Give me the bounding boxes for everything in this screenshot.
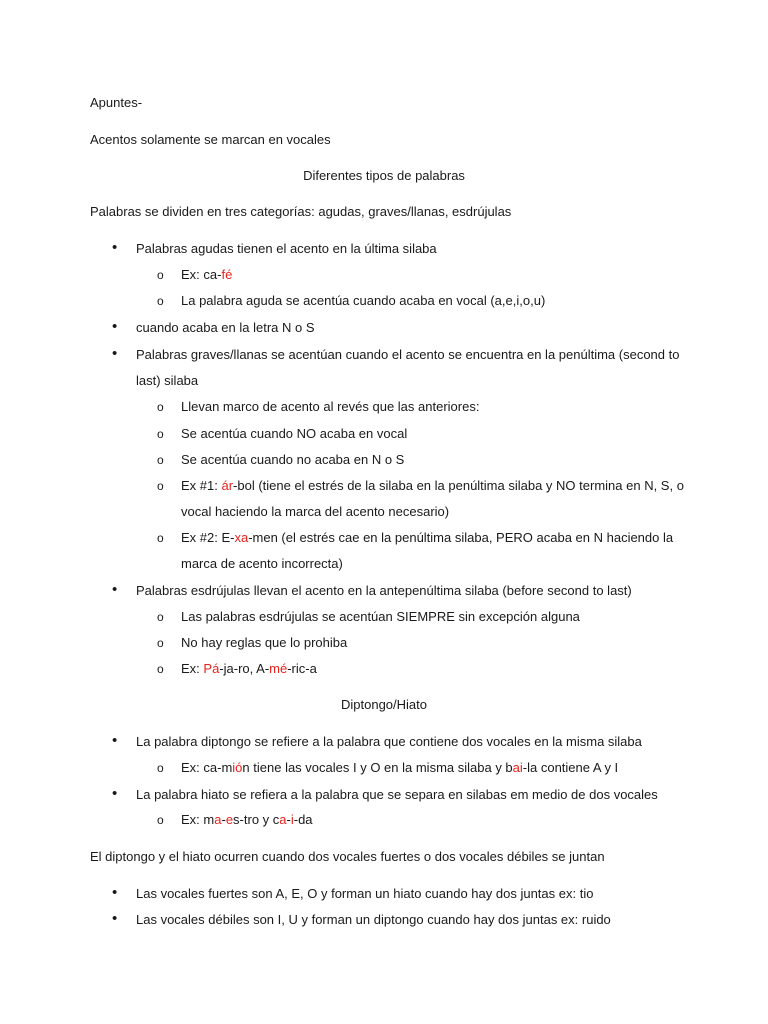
rule-aguda: La palabra aguda se acentúa cuando acaba en vocal (a,e,i,o,u) <box>181 293 546 308</box>
graves-example-2-line2: marca de acento incorrecta) <box>181 556 343 571</box>
graves-example-1-line2: vocal haciendo la marca del acento necesario) <box>181 504 450 519</box>
esdrujulas-sub-2: No hay reglas que lo prohiba <box>181 635 348 650</box>
sub-bullet-icon: o <box>157 453 164 467</box>
graves-sub-3: Se acentúa cuando no acaba en N o S <box>181 452 405 467</box>
bullet-agudas: Palabras agudas tienen el acento en la última silaba <box>136 241 437 256</box>
paragraph-acentos: Acentos solamente se marcan en vocales <box>90 132 331 147</box>
hiato-example <box>181 812 313 828</box>
example-text: - <box>221 812 226 827</box>
bullet-esdrujulas: Palabras esdrújulas llevan el acento en la antepenúltima silaba (before second to last) <box>136 583 632 598</box>
stressed-syllable: e <box>225 812 234 827</box>
graves-sub-1: Llevan marco de acento al revés que las anteriores: <box>181 399 480 414</box>
stressed-syllable: a <box>279 812 287 827</box>
sub-bullet-icon: o <box>157 268 164 282</box>
sub-bullet-icon: o <box>157 761 164 775</box>
example-text: n tiene las vocales I y O en la misma silaba y b <box>242 760 513 775</box>
stressed-syllable: ió <box>232 760 243 775</box>
bullet-icon: • <box>112 732 118 749</box>
example-text: -da <box>293 812 313 827</box>
stressed-syllable: ár <box>221 478 234 493</box>
example-text: -men (el estrés cae en la penúltima silaba, PERO acaba en N haciendo la <box>248 530 674 545</box>
example-label: Ex #2: E- <box>181 530 235 545</box>
paragraph-categorias: Palabras se dividen en tres categorías: agudas, graves/llanas, esdrújulas <box>90 204 512 219</box>
sub-bullet-icon: o <box>157 662 164 676</box>
bullet-icon: • <box>112 345 118 362</box>
stressed-syllable: ai <box>512 760 523 775</box>
example-cafe <box>181 267 232 283</box>
example-text: -bol (tiene el estrés de la silaba en la penúltima silaba y NO termina en N, S, o <box>233 478 684 493</box>
graves-example-1 <box>181 478 684 494</box>
bullet-graves-line2: last) silaba <box>136 373 199 388</box>
stressed-syllable: mé <box>269 661 288 676</box>
example-text: - <box>286 812 291 827</box>
sub-bullet-icon: o <box>157 636 164 650</box>
bullet-vocales-fuertes: Las vocales fuertes son A, E, O y forman un hiato cuando hay dos juntas ex: tio <box>136 886 594 901</box>
sub-bullet-icon: o <box>157 427 164 441</box>
esdrujulas-example <box>181 661 317 677</box>
example-text: s-tro y c <box>233 812 280 827</box>
stressed-syllable: Pá <box>203 661 220 676</box>
diptongo-example <box>181 760 618 776</box>
sub-bullet-icon: o <box>157 531 164 545</box>
bullet-icon: • <box>112 581 118 598</box>
sub-bullet-icon: o <box>157 813 164 827</box>
bullet-icon: • <box>112 239 118 256</box>
example-text: -la contiene A y I <box>522 760 619 775</box>
bullet-diptongo: La palabra diptongo se refiere a la palabra que contiene dos vocales en la misma silaba <box>136 734 642 749</box>
sub-bullet-icon: o <box>157 400 164 414</box>
stressed-syllable: xa <box>234 530 249 545</box>
graves-sub-2: Se acentúa cuando NO acaba en vocal <box>181 426 408 441</box>
example-label: Ex: ca- <box>181 267 222 282</box>
esdrujulas-sub-1: Las palabras esdrújulas se acentúan SIEMPRE sin excepción alguna <box>181 609 580 624</box>
sub-bullet-icon: o <box>157 294 164 308</box>
bullet-graves-line1: Palabras graves/llanas se acentúan cuando el acento se encuentra en la penúltima (second to <box>136 347 680 362</box>
bullet-icon: • <box>112 785 118 802</box>
bullet-vocales-debiles: Las vocales débiles son I, U y forman un diptongo cuando hay dos juntas ex: ruido <box>136 912 611 927</box>
example-text: Ex: m <box>181 812 215 827</box>
example-text: Ex: ca-m <box>181 760 233 775</box>
example-label: Ex: <box>181 661 204 676</box>
heading-diptongo-hiato: Diptongo/Hiato <box>341 697 427 712</box>
bullet-icon: • <box>112 318 118 335</box>
sub-bullet-icon: o <box>157 610 164 624</box>
bullet-hiato: La palabra hiato se refiera a la palabra que se separa en silabas em medio de dos vocales <box>136 787 658 802</box>
stressed-syllable: fé <box>221 267 233 282</box>
heading-tipos: Diferentes tipos de palabras <box>303 168 465 183</box>
example-text: -ja-ro, A- <box>219 661 270 676</box>
bullet-icon: • <box>112 884 118 901</box>
example-label: Ex #1: <box>181 478 222 493</box>
graves-example-2 <box>181 530 673 546</box>
paragraph-ocurren: El diptongo y el hiato ocurren cuando dos vocales fuertes o dos vocales débiles se juntan <box>90 849 605 864</box>
doc-title: Apuntes- <box>90 95 143 110</box>
stressed-syllable: a <box>214 812 222 827</box>
bullet-icon: • <box>112 910 118 927</box>
bullet-n-o-s: cuando acaba en la letra N o S <box>136 320 315 335</box>
example-text: -ric-a <box>287 661 317 676</box>
stressed-syllable: i <box>290 812 294 827</box>
sub-bullet-icon: o <box>157 479 164 493</box>
